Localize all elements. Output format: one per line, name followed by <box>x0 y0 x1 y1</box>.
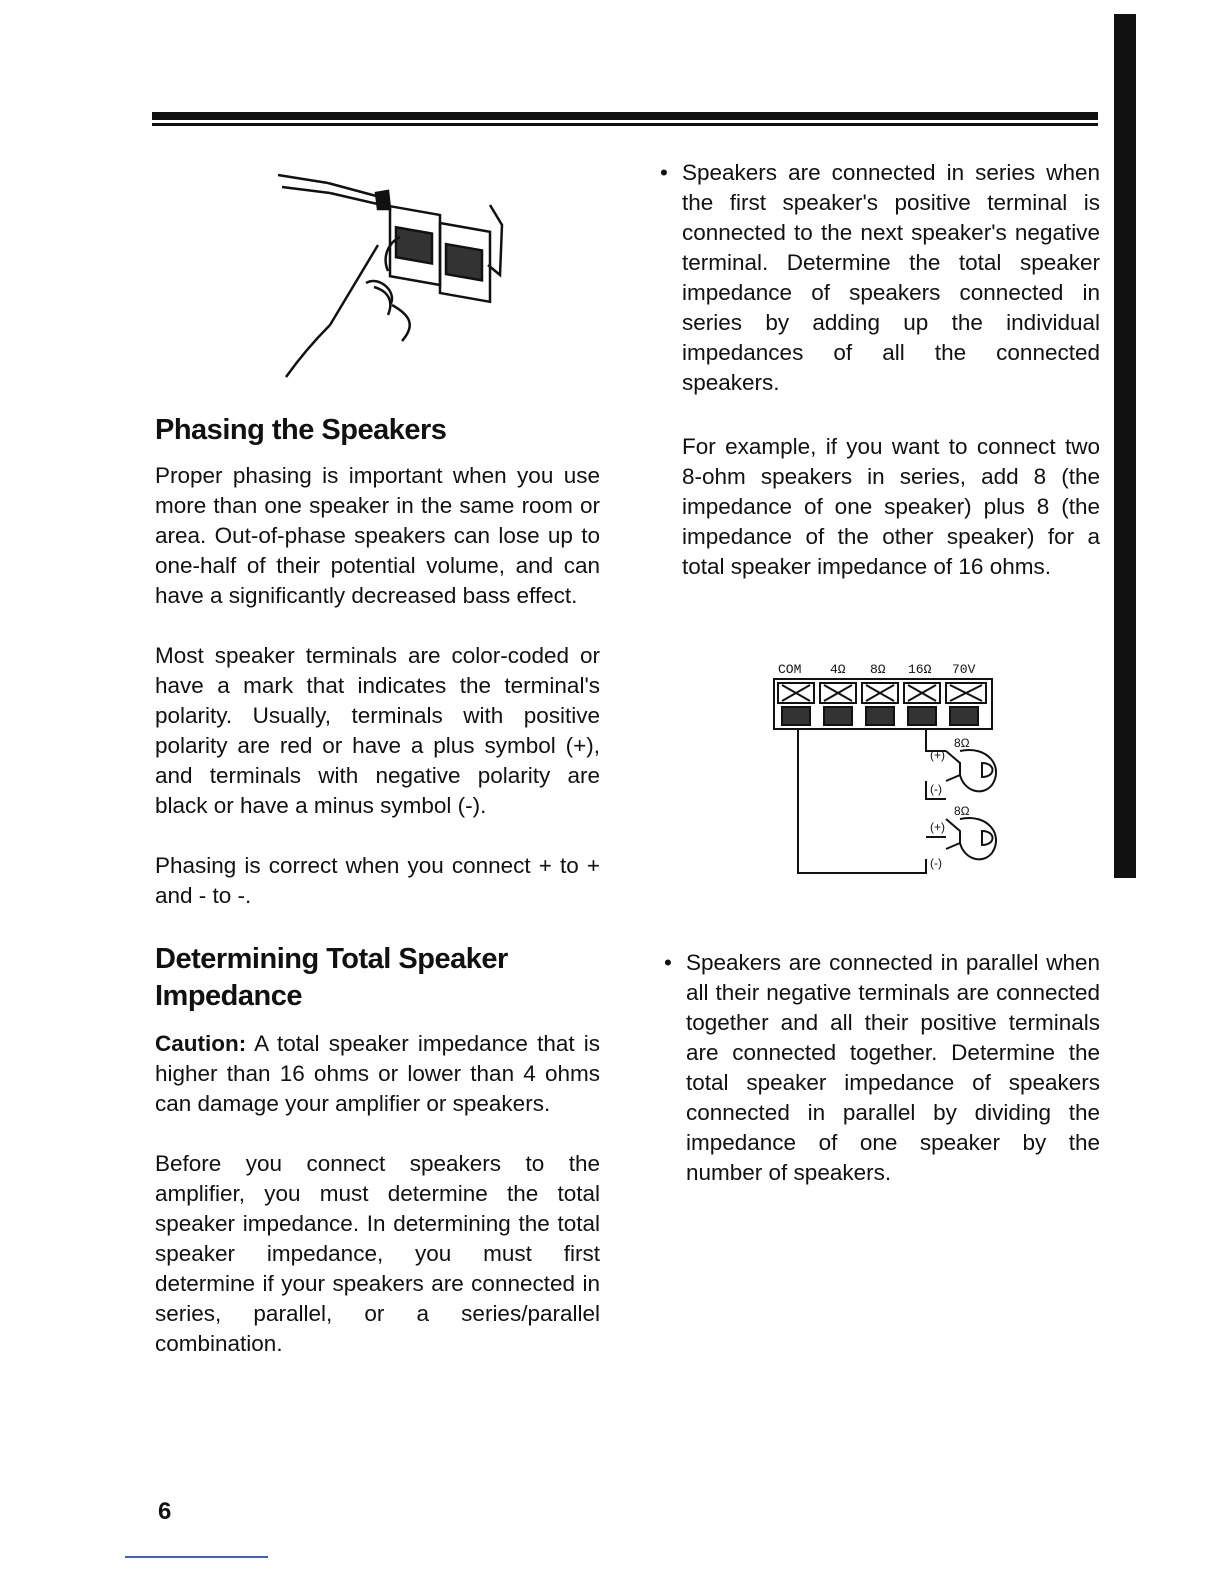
caution-label: Caution: <box>155 1031 247 1056</box>
left-column <box>155 160 600 1359</box>
speaker1-minus-label: (-) <box>930 782 942 796</box>
heading-phasing: Phasing the Speakers <box>155 414 447 446</box>
page-number: 6 <box>158 1498 172 1525</box>
terminal-label-4ohm: 4Ω <box>830 662 846 677</box>
bullet-series <box>660 158 1100 398</box>
speaker1-ohm-label: 8Ω <box>954 736 970 750</box>
paragraph-before-connect: Before you connect speakers to the amplifier, you must determine the total speaker impedance. In determining the total speaker impedance, you must first determine if your speakers are connected in series, parallel, or a series/parallel combination. <box>155 1151 600 1356</box>
paragraph-phasing-intro: Proper phasing is important when you use more than one speaker in the same room or area. Out-of-phase speakers can lose up to one-half of their potential volume, and can have a significantly decreased bass effect. <box>155 463 600 608</box>
header-rule-thin <box>152 123 1098 126</box>
terminal-label-com: COM <box>778 662 802 677</box>
paragraph-phasing-correct: Phasing is correct when you connect + to + and - to -. <box>155 853 600 908</box>
bullet-parallel-text: Speakers are connected in parallel when all their negative terminals are connected together and all their positive terminals are connected together. Determine the total speaker impedance of speakers connected in parallel by dividing the impedance of one speaker by the number of speakers. <box>686 950 1100 1185</box>
bullet-icon: • <box>664 950 672 975</box>
speaker2-minus-label: (-) <box>930 856 942 870</box>
speaker1-plus-label: (+) <box>930 748 945 762</box>
paragraph-caution <box>155 1029 600 1119</box>
heading-impedance: Determining Total Speaker Impedance <box>155 943 508 1012</box>
terminal-label-8ohm: 8Ω <box>870 662 886 677</box>
series-wiring-diagram <box>760 655 1020 880</box>
caution-text: A total speaker impedance that is higher than 16 ohms or lower than 4 ohms can damage your amplifier or speakers. <box>155 1031 600 1116</box>
terminal-label-16ohm: 16Ω <box>908 662 932 677</box>
page-edge-bar <box>1114 14 1136 878</box>
bullet-series-text: Speakers are connected in series when the first speaker's positive terminal is connected to the next speaker's negative terminal. Determine the total speaker impedance of speakers connected in series by adding up the individual impedances of all the connected speakers. <box>682 160 1100 395</box>
terminal-label-70v: 70V <box>952 662 976 677</box>
bullet-parallel <box>664 948 1100 1188</box>
paragraph-terminal-colors: Most speaker terminals are color-coded or have a mark that indicates the terminal's polarity. Usually, terminals with positive polarity are red or have a plus symbol (+), and terminals with negative polarity are black or have a minus symbol (-). <box>155 643 600 818</box>
speaker2-plus-label: (+) <box>930 820 945 834</box>
right-column <box>660 158 1100 582</box>
bullet-icon: • <box>660 160 668 185</box>
speaker2-ohm-label: 8Ω <box>954 804 970 818</box>
right-column-lower <box>664 948 1100 1188</box>
header-rule <box>152 112 1098 120</box>
paragraph-example: For example, if you want to connect two 8-ohm speakers in series, add 8 (the impedance of one speaker) plus 8 (the impedance of the other speaker) for a total speaker impedance of 16 ohms. <box>682 434 1100 579</box>
footer-link-line <box>125 1556 268 1558</box>
